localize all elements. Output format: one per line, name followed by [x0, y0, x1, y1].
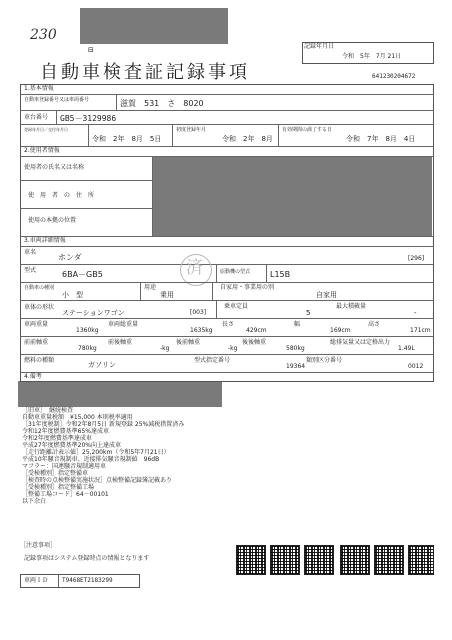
redaction-remarks: [18, 381, 222, 407]
front-front-axle-value: 780kg: [78, 345, 97, 352]
weight-label: 車両重量: [24, 321, 49, 328]
remark-line: ［走行距離計表示値］25,200km（令和5年7月21日）: [22, 449, 170, 456]
initial-reg-value: 令和 2年 8月: [222, 135, 273, 143]
first-reg-label: 登録年月日／交付年月日: [24, 127, 69, 133]
use-value: 乗用: [160, 291, 174, 299]
remark-line: 平成27年度燃費基準20%向上達成車: [22, 442, 121, 449]
body-code: [003]: [190, 309, 207, 316]
use-label: 用途: [144, 284, 157, 291]
registration-value: 滋賀 531 さ 8020: [120, 99, 204, 108]
fuel-label: 燃料の種類: [24, 357, 55, 364]
remark-line: ［検査時の点検整備実施状況］点検整備記録簿記載あり: [22, 477, 173, 484]
type-value: 小 型: [62, 291, 83, 299]
model-value: 6BA－GB5: [62, 270, 103, 279]
remark-line: ［整備工場コード］64－00101: [22, 491, 109, 498]
user-name-label: 使用者の氏名又は名称: [24, 164, 85, 171]
remark-line: ［受検種別］指定整備工場: [22, 484, 95, 491]
chassis-label: 車台番号: [24, 114, 49, 121]
rear-rear-axle-label: 後後軸重: [242, 339, 267, 346]
vehicle-id-value: T9468ET2183299: [62, 577, 113, 584]
front-rear-axle-label: 前後軸重: [108, 339, 133, 346]
engine-label: 原動機の型式: [220, 269, 251, 275]
remark-line: 平成10年騒音規制車、近接排気騒音規制値 96dB: [22, 456, 160, 463]
chassis-value: GB5－3129986: [60, 114, 117, 123]
section-vehicle: 3.車両詳細情報: [24, 237, 66, 244]
remark-line: ［31年度税制］令和2年8月5日 新規登録 25%減税措置済み: [22, 421, 185, 428]
fuel-value: ガソリン: [88, 361, 116, 369]
designation-label: 型式指定番号: [194, 357, 231, 364]
qr-code-1: [236, 545, 266, 575]
stamp-text: 済: [186, 258, 203, 278]
purpose-options: 自家用・事業用の別: [220, 284, 275, 291]
document-title: 自動車検査証記録事項: [40, 62, 250, 83]
notice-title: ［注意事項］: [20, 542, 57, 549]
rear-rear-axle-value: 580kg: [286, 345, 305, 352]
front-rear-axle-value: -kg: [160, 345, 170, 352]
rear-front-axle-value: -kg: [228, 345, 238, 352]
remark-line: 令和12年度燃費基準65%達成車: [22, 428, 109, 435]
qr-code-4: [340, 545, 370, 575]
width-label: 幅: [294, 321, 301, 328]
body-value: ステーションワゴン: [62, 309, 125, 317]
user-base-label: 使用の本拠の位置: [28, 217, 77, 224]
section-user: 2.使用者情報: [24, 147, 60, 154]
remark-line: 自動車重量税額 ¥15,000 本則税率適用: [22, 414, 133, 421]
body-label: 車体の形状: [24, 304, 55, 311]
height-label: 高さ: [368, 321, 381, 328]
expiry-value: 令和 7年 8月 4日: [346, 135, 416, 143]
document-seal: ⊟: [88, 46, 94, 54]
maker-label: 車名: [24, 249, 37, 256]
maxload-value: -: [414, 309, 417, 317]
gross-label: 車両総重量: [108, 321, 139, 328]
category-value: 0012: [408, 363, 424, 370]
remark-line: 以下余白: [22, 498, 47, 505]
remark-line: 令和2年度燃費基準達成車: [22, 435, 92, 442]
length-label: 長さ: [222, 321, 235, 328]
length-value: 429cm: [246, 327, 267, 334]
designation-value: 19364: [286, 363, 306, 370]
weight-value: 1360kg: [76, 327, 99, 334]
user-address-label: 使 用 者 の 住 所: [28, 192, 95, 199]
capacity-label: 乗車定員: [224, 303, 249, 310]
expiry-label: 有効期間の満了する日: [282, 127, 333, 133]
remark-line: ［受検種別］指定整備車: [22, 470, 89, 477]
record-date-label: 記録年月日: [304, 43, 335, 50]
gross-value: 1635kg: [190, 327, 213, 334]
width-value: 169cm: [330, 327, 351, 334]
engine-value: L15B: [270, 270, 291, 279]
registration-label: 自動車登録番号又は車両番号: [24, 97, 90, 103]
front-front-axle-label: 前前軸重: [24, 339, 49, 346]
height-value: 171cm: [410, 327, 431, 334]
initial-reg-label: 初度登録年月: [176, 127, 207, 133]
vehicle-id-label: 車両ＩＤ: [24, 577, 49, 584]
qr-code-6: [408, 545, 434, 575]
maker-value: ホンダ: [58, 253, 82, 262]
displacement-value: 1.49L: [398, 345, 415, 352]
qr-code-3: [304, 545, 334, 575]
record-date-value: 令和 5年 7月 21日: [342, 53, 402, 60]
notice-body: 記録事項はシステム登録時点の情報となります: [24, 555, 150, 562]
model-label: 型式: [24, 267, 37, 274]
main-frame: [20, 84, 434, 382]
first-reg-value: 令和 2年 8月 5日: [92, 135, 162, 143]
section-basic: 1.基本情報: [24, 85, 54, 92]
maxload-label: 最大積載量: [336, 303, 367, 310]
qr-code-2: [270, 545, 300, 575]
qr-code-5: [374, 545, 404, 575]
remark-line: マフラー：国連騒音規制適用車: [22, 463, 107, 470]
type-label: 自動車の種別: [24, 285, 55, 291]
redaction-top: [80, 8, 228, 44]
purpose-value: 自家用: [316, 291, 337, 299]
displacement-label: 総排気量又は定格出力: [330, 339, 391, 346]
handwritten-number: 230: [30, 27, 57, 43]
document-number: 641230204672: [372, 73, 416, 80]
rear-front-axle-label: 後前軸重: [176, 339, 201, 346]
remark-line: ［旧車］ 継続検査: [22, 407, 74, 414]
section-remarks: 4.備考: [24, 373, 42, 380]
capacity-value: 5: [306, 309, 311, 317]
category-label: 類別区分番号: [306, 357, 343, 364]
maker-code: [296]: [408, 255, 425, 262]
